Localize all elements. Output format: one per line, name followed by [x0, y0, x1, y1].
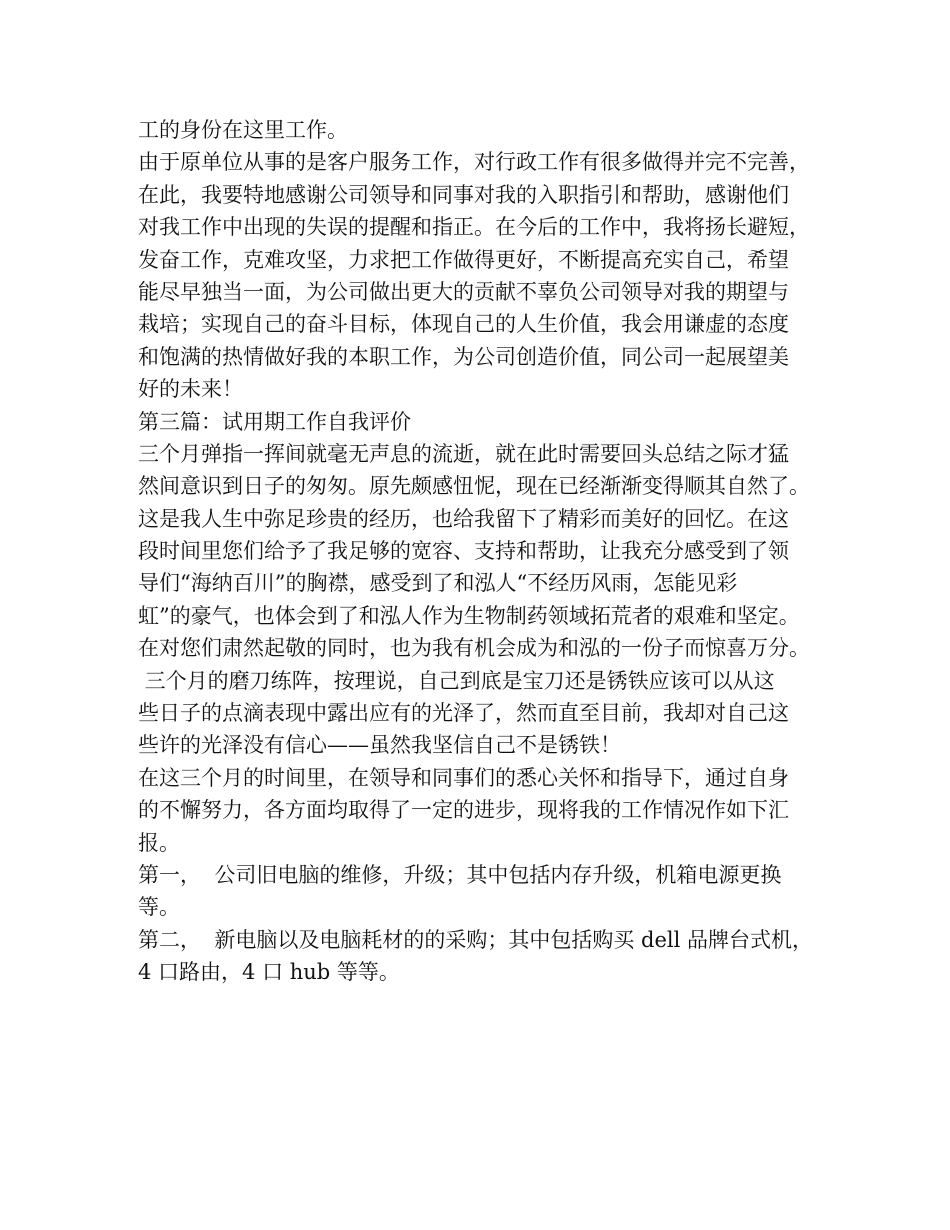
body-line: 好的未来！ — [138, 377, 243, 402]
body-line: 栽培；实现自己的奋斗目标，体现自己的人生价值，我会用谦虚的态度 — [138, 312, 789, 337]
list-item-line: 4 口路由，4 口 hub 等等。 — [138, 960, 400, 985]
body-line: 能尽早独当一面，为公司做出更大的贡献不辜负公司领导对我的期望与 — [138, 279, 789, 304]
body-line: 报。 — [138, 830, 180, 855]
body-line: 在对您们肃然起敬的同时，也为我有机会成为和泓的一份子而惊喜万分。 — [138, 636, 810, 661]
body-line: 然间意识到日子的匆匆。原先颇感忸怩，现在已经渐渐变得顺其自然了。 — [138, 474, 810, 499]
list-item-line: 第一， 公司旧电脑的维修，升级；其中包括内存升级，机箱电源更换 — [138, 862, 782, 887]
body-line: 发奋工作，克难攻坚，力求把工作做得更好，不断提高充实自己，希望 — [138, 247, 789, 272]
body-line: 段时间里您们给予了我足够的宽容、支持和帮助，让我充分感受到了领 — [138, 539, 789, 564]
section-heading: 第三篇：试用期工作自我评价 — [138, 409, 411, 434]
body-line: 和饱满的热情做好我的本职工作，为公司创造价值，同公司一起展望美 — [138, 344, 789, 369]
list-item-line: 第二， 新电脑以及电脑耗材的的采购；其中包括购买 dell 品牌台式机， — [138, 927, 814, 952]
list-item-line: 等。 — [138, 895, 180, 920]
body-line: 三个月的磨刀练阵，按理说，自己到底是宝刀还是锈铁应该可以从这 — [138, 668, 775, 693]
body-line: 些许的光泽没有信心——虽然我坚信自己不是锈铁！ — [138, 733, 621, 758]
body-line: 虹”的豪气，也体会到了和泓人作为生物制药领域拓荒者的艰难和坚定。 — [138, 603, 800, 628]
document-body — [138, 114, 828, 989]
body-line: 由于原单位从事的是客户服务工作，对行政工作有很多做得并完不完善， — [138, 150, 810, 175]
body-line: 的不懈努力，各方面均取得了一定的进步，现将我的工作情况作如下汇 — [138, 798, 789, 823]
body-line: 在这三个月的时间里，在领导和同事们的悉心关怀和指导下，通过自身 — [138, 765, 789, 790]
body-line: 工的身份在这里工作。 — [138, 118, 348, 142]
body-line: 三个月弹指一挥间就毫无声息的流逝，就在此时需要回头总结之际才猛 — [138, 441, 789, 466]
body-line: 这是我人生中弥足珍贵的经历，也给我留下了精彩而美好的回忆。在这 — [138, 506, 789, 531]
body-line: 对我工作中出现的失误的提醒和指正。在今后的工作中，我将扬长避短， — [138, 215, 810, 240]
body-line: 在此，我要特地感谢公司领导和同事对我的入职指引和帮助，感谢他们 — [138, 182, 789, 207]
body-line: 导们“海纳百川”的胸襟，感受到了和泓人“不经历风雨，怎能见彩 — [138, 571, 738, 596]
body-line: 些日子的点滴表现中露出应有的光泽了，然而直至目前，我却对自己这 — [138, 701, 789, 726]
